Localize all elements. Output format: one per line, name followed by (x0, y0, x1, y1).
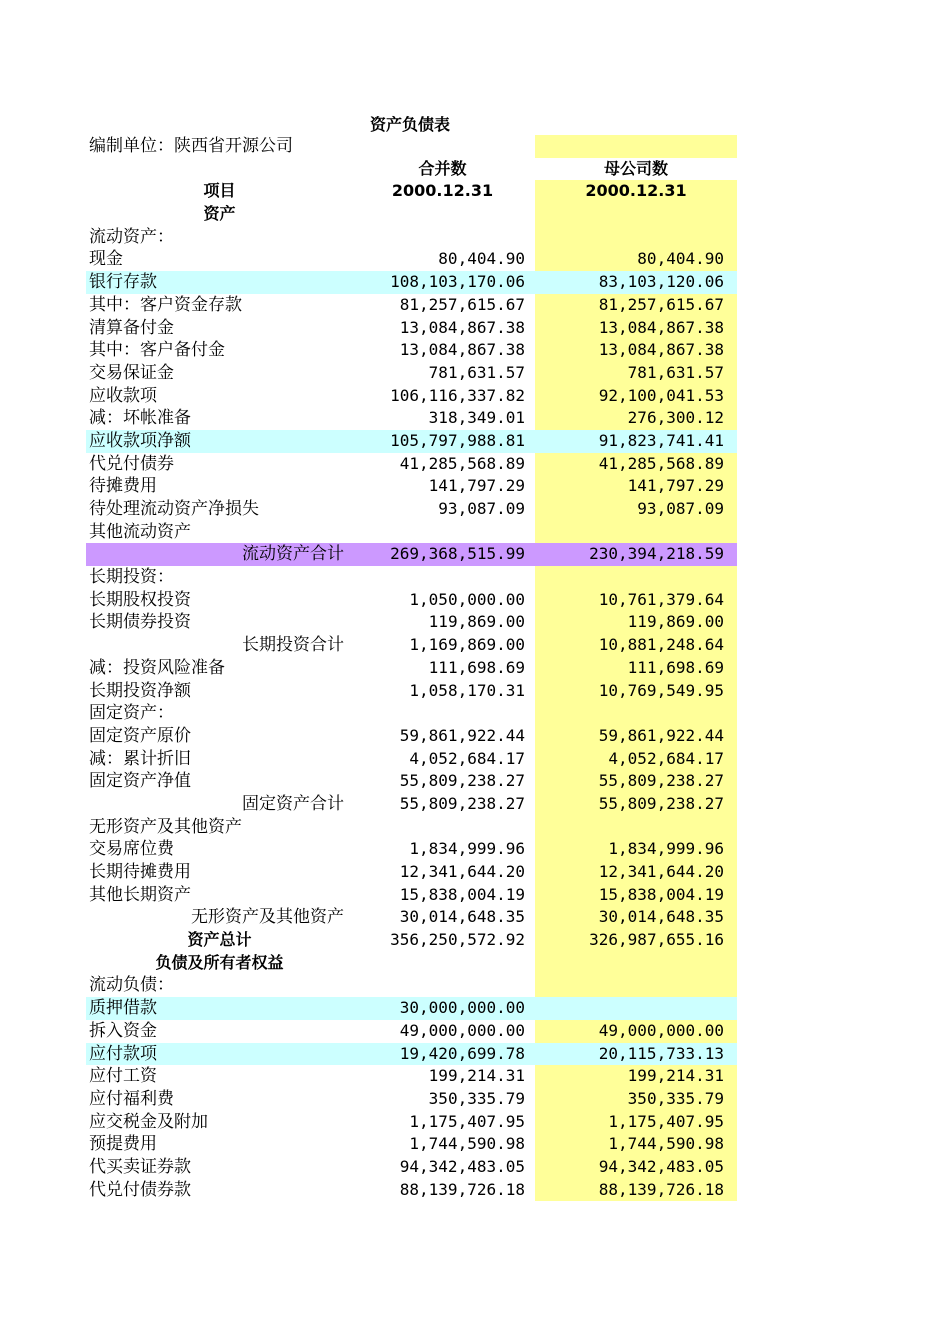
consolidated-value: 81,257,615.67 (399, 294, 525, 314)
parent-value: 4,052,684.17 (535, 748, 737, 771)
parent-value: 91,823,741.41 (535, 430, 737, 453)
row-label: 长期债券投资 (89, 612, 191, 633)
table-row (86, 475, 737, 498)
consolidated-value (350, 226, 535, 249)
table-row (86, 430, 737, 453)
row-label: 应付工资 (89, 1066, 157, 1087)
table-row (86, 589, 737, 612)
row-label: 流动负债： (89, 975, 174, 996)
table-row (86, 793, 737, 816)
consolidated-value: 15,838,004.19 (399, 884, 525, 904)
row-label: 固定资产： (89, 703, 174, 724)
parent-value: 88,139,726.18 (535, 1179, 737, 1202)
row-label: 拆入资金 (89, 1020, 157, 1041)
parent-value: 276,300.12 (535, 407, 737, 430)
table-row (86, 611, 737, 634)
table-row (86, 317, 737, 340)
row-label: 无形资产及其他资产 (89, 816, 242, 837)
row-label: 其他长期资产 (89, 884, 191, 905)
consolidated-value: 49,000,000.00 (399, 1020, 525, 1040)
consolidated-value: 1,169,869.00 (409, 635, 525, 655)
parent-value (535, 521, 737, 544)
row-label: 代买卖证券款 (89, 1156, 191, 1177)
parent-value: 141,797.29 (535, 475, 737, 498)
table-row (86, 566, 737, 589)
parent-value: 13,084,867.38 (535, 317, 737, 340)
row-label: 减：坏帐准备 (89, 408, 191, 429)
parent-value: 326,987,655.16 (535, 929, 737, 952)
parent-value: 199,214.31 (535, 1065, 737, 1088)
table-row (86, 634, 737, 657)
consolidated-value: 105,797,988.81 (390, 430, 525, 450)
table-row (86, 1043, 737, 1066)
table-row (86, 816, 737, 839)
consolidated-value: 1,058,170.31 (409, 680, 525, 700)
table-row (86, 339, 737, 362)
consolidated-value: 350,335.79 (428, 1088, 525, 1108)
row-label: 流动资产： (89, 226, 174, 247)
parent-value: 15,838,004.19 (535, 884, 737, 907)
parent-value (535, 952, 737, 975)
date-consolidated: 2000.12.31 (391, 181, 494, 201)
parent-value (535, 974, 737, 997)
row-label: 负债及所有者权益 (155, 952, 284, 972)
table-row (86, 271, 737, 294)
parent-value: 80,404.90 (535, 248, 737, 271)
table-row (86, 385, 737, 408)
table-row (86, 929, 737, 952)
consolidated-value: 199,214.31 (428, 1066, 525, 1086)
row-label: 固定资产原价 (89, 725, 191, 746)
table-row (86, 702, 737, 725)
table-row (86, 226, 737, 249)
parent-value: 83,103,120.06 (535, 271, 737, 294)
table-row (86, 680, 737, 703)
assets-header-row (86, 203, 737, 226)
consolidated-value: 119,869.00 (428, 612, 525, 632)
consolidated-value: 1,175,407.95 (409, 1111, 525, 1131)
table-row (86, 407, 737, 430)
row-label: 其中：客户备付金 (89, 340, 225, 361)
row-label: 交易席位费 (89, 839, 174, 860)
consolidated-value: 13,084,867.38 (399, 340, 525, 360)
table-row (86, 1088, 737, 1111)
consolidated-value: 111,698.69 (428, 657, 525, 677)
consolidated-value: 318,349.01 (428, 408, 525, 428)
consolidated-value: 93,087.09 (438, 499, 525, 518)
parent-value (535, 702, 737, 725)
table-row (86, 861, 737, 884)
parent-value: 781,631.57 (535, 362, 737, 385)
consolidated-value (350, 952, 535, 975)
row-label: 代兑付债券款 (89, 1179, 191, 1200)
row-label: 长期投资净额 (89, 680, 191, 701)
consolidated-value: 88,139,726.18 (399, 1179, 525, 1199)
row-label: 资产总计 (187, 930, 252, 950)
unit-row (86, 135, 737, 158)
table-row (86, 294, 737, 317)
parent-value (535, 566, 737, 589)
consolidated-value: 80,404.90 (438, 249, 525, 269)
row-label: 长期股权投资 (89, 589, 191, 610)
row-label: 应付福利费 (89, 1088, 174, 1109)
parent-value: 10,881,248.64 (535, 634, 737, 657)
row-label: 长期待摊费用 (89, 862, 191, 882)
row-label: 其他流动资产 (89, 521, 191, 542)
consolidated-value: 55,809,238.27 (399, 793, 525, 813)
row-label: 待处理流动资产净损失 (89, 499, 259, 519)
data-rows (86, 226, 737, 1202)
date-header-row (86, 180, 737, 203)
row-label: 其中：客户资金存款 (89, 294, 242, 315)
table-row (86, 521, 737, 544)
table-row (86, 748, 737, 771)
table-row (86, 1111, 737, 1134)
parent-value: 49,000,000.00 (535, 1020, 737, 1043)
row-label: 固定资产合计 (242, 793, 344, 814)
table-row (86, 362, 737, 385)
consolidated-value: 269,368,515.99 (390, 544, 525, 564)
table-row (86, 657, 737, 680)
parent-value: 10,761,379.64 (535, 589, 737, 612)
row-label: 应交税金及附加 (89, 1111, 208, 1132)
parent-value: 12,341,644.20 (535, 861, 737, 884)
consolidated-value: 19,420,699.78 (399, 1043, 525, 1063)
table-row (86, 543, 737, 566)
consolidated-value: 30,000,000.00 (399, 998, 525, 1018)
row-label: 应收款项净额 (89, 430, 191, 451)
consolidated-value: 1,744,590.98 (409, 1134, 525, 1154)
parent-value: 230,394,218.59 (535, 543, 737, 566)
consolidated-header: 合并数 (418, 158, 467, 178)
table-row (86, 1133, 737, 1156)
parent-value: 30,014,648.35 (535, 906, 737, 929)
parent-value: 81,257,615.67 (535, 294, 737, 317)
consolidated-value: 106,116,337.82 (390, 385, 525, 405)
row-label: 代兑付债券 (89, 453, 174, 474)
date-parent: 2000.12.31 (535, 180, 737, 203)
consolidated-value (350, 521, 535, 544)
row-label: 质押借款 (89, 998, 157, 1019)
parent-value: 59,861,922.44 (535, 725, 737, 748)
parent-value (535, 816, 737, 839)
item-header: 项目 (203, 181, 236, 201)
consolidated-value: 94,342,483.05 (399, 1156, 525, 1176)
row-label: 待摊费用 (89, 476, 157, 497)
parent-value: 111,698.69 (535, 657, 737, 680)
row-label: 长期投资： (89, 567, 174, 588)
column-header-row (86, 158, 737, 181)
consolidated-value: 41,285,568.89 (399, 453, 525, 473)
parent-blank-cell (535, 135, 737, 158)
table-row (86, 770, 737, 793)
parent-value: 20,115,733.13 (535, 1043, 737, 1066)
table-row (86, 884, 737, 907)
parent-value: 94,342,483.05 (535, 1156, 737, 1179)
consolidated-value: 781,631.57 (428, 362, 525, 382)
consolidated-value: 141,797.29 (428, 476, 525, 496)
table-row (86, 1179, 737, 1202)
parent-blank-cell (535, 203, 737, 226)
consolidated-value: 30,014,648.35 (399, 907, 525, 927)
table-row (86, 453, 737, 476)
parent-value: 1,175,407.95 (535, 1111, 737, 1134)
consolidated-value: 1,050,000.00 (409, 589, 525, 609)
parent-value: 92,100,041.53 (535, 385, 737, 408)
row-label: 无形资产及其他资产 (191, 907, 344, 928)
row-label: 固定资产净值 (89, 771, 191, 792)
table-row (86, 1065, 737, 1088)
consolidated-value: 356,250,572.92 (390, 930, 525, 950)
parent-value: 41,285,568.89 (535, 453, 737, 476)
consolidated-value: 108,103,170.06 (390, 272, 525, 292)
consolidated-value: 1,834,999.96 (409, 839, 525, 859)
row-label: 长期投资合计 (242, 635, 344, 656)
table-row (86, 952, 737, 975)
consolidated-value: 59,861,922.44 (399, 725, 525, 745)
table-row (86, 997, 737, 1020)
consolidated-value: 12,341,644.20 (399, 862, 525, 881)
parent-value: 10,769,549.95 (535, 680, 737, 703)
unit-label: 编制单位：陕西省开源公司 (89, 136, 293, 156)
row-label: 应收款项 (89, 385, 157, 406)
row-label: 交易保证金 (89, 362, 174, 383)
parent-value: 93,087.09 (535, 498, 737, 521)
parent-value: 350,335.79 (535, 1088, 737, 1111)
table-row (86, 974, 737, 997)
consolidated-value: 55,809,238.27 (399, 771, 525, 791)
row-label: 应付款项 (89, 1043, 157, 1064)
sheet-title: 资产负债表 (369, 115, 450, 134)
row-label: 现金 (89, 249, 123, 270)
consolidated-value (350, 974, 535, 997)
parent-value: 1,744,590.98 (535, 1133, 737, 1156)
table-row (86, 1156, 737, 1179)
parent-value: 55,809,238.27 (535, 793, 737, 816)
row-label: 银行存款 (89, 272, 157, 293)
row-label: 预提费用 (89, 1134, 157, 1155)
table-row (86, 248, 737, 271)
parent-value (535, 226, 737, 249)
assets-header: 资产 (203, 204, 236, 224)
row-label: 减：投资风险准备 (89, 657, 225, 678)
row-label: 清算备付金 (89, 317, 174, 338)
parent-value: 119,869.00 (535, 611, 737, 634)
table-row (86, 838, 737, 861)
table-row (86, 906, 737, 929)
consolidated-value (350, 566, 535, 589)
parent-value: 55,809,238.27 (535, 770, 737, 793)
table-row (86, 725, 737, 748)
parent-value (535, 997, 737, 1020)
parent-value: 13,084,867.38 (535, 339, 737, 362)
table-row (86, 1020, 737, 1043)
table-row (86, 498, 737, 521)
consolidated-value: 4,052,684.17 (409, 748, 525, 768)
parent-header: 母公司数 (535, 158, 737, 181)
consolidated-value: 13,084,867.38 (399, 317, 525, 337)
row-label: 流动资产合计 (242, 544, 344, 565)
row-label: 减：累计折旧 (89, 748, 191, 769)
consolidated-value (350, 702, 535, 725)
parent-value: 1,834,999.96 (535, 838, 737, 861)
consolidated-value (350, 816, 535, 839)
sheet-table (86, 135, 737, 1201)
